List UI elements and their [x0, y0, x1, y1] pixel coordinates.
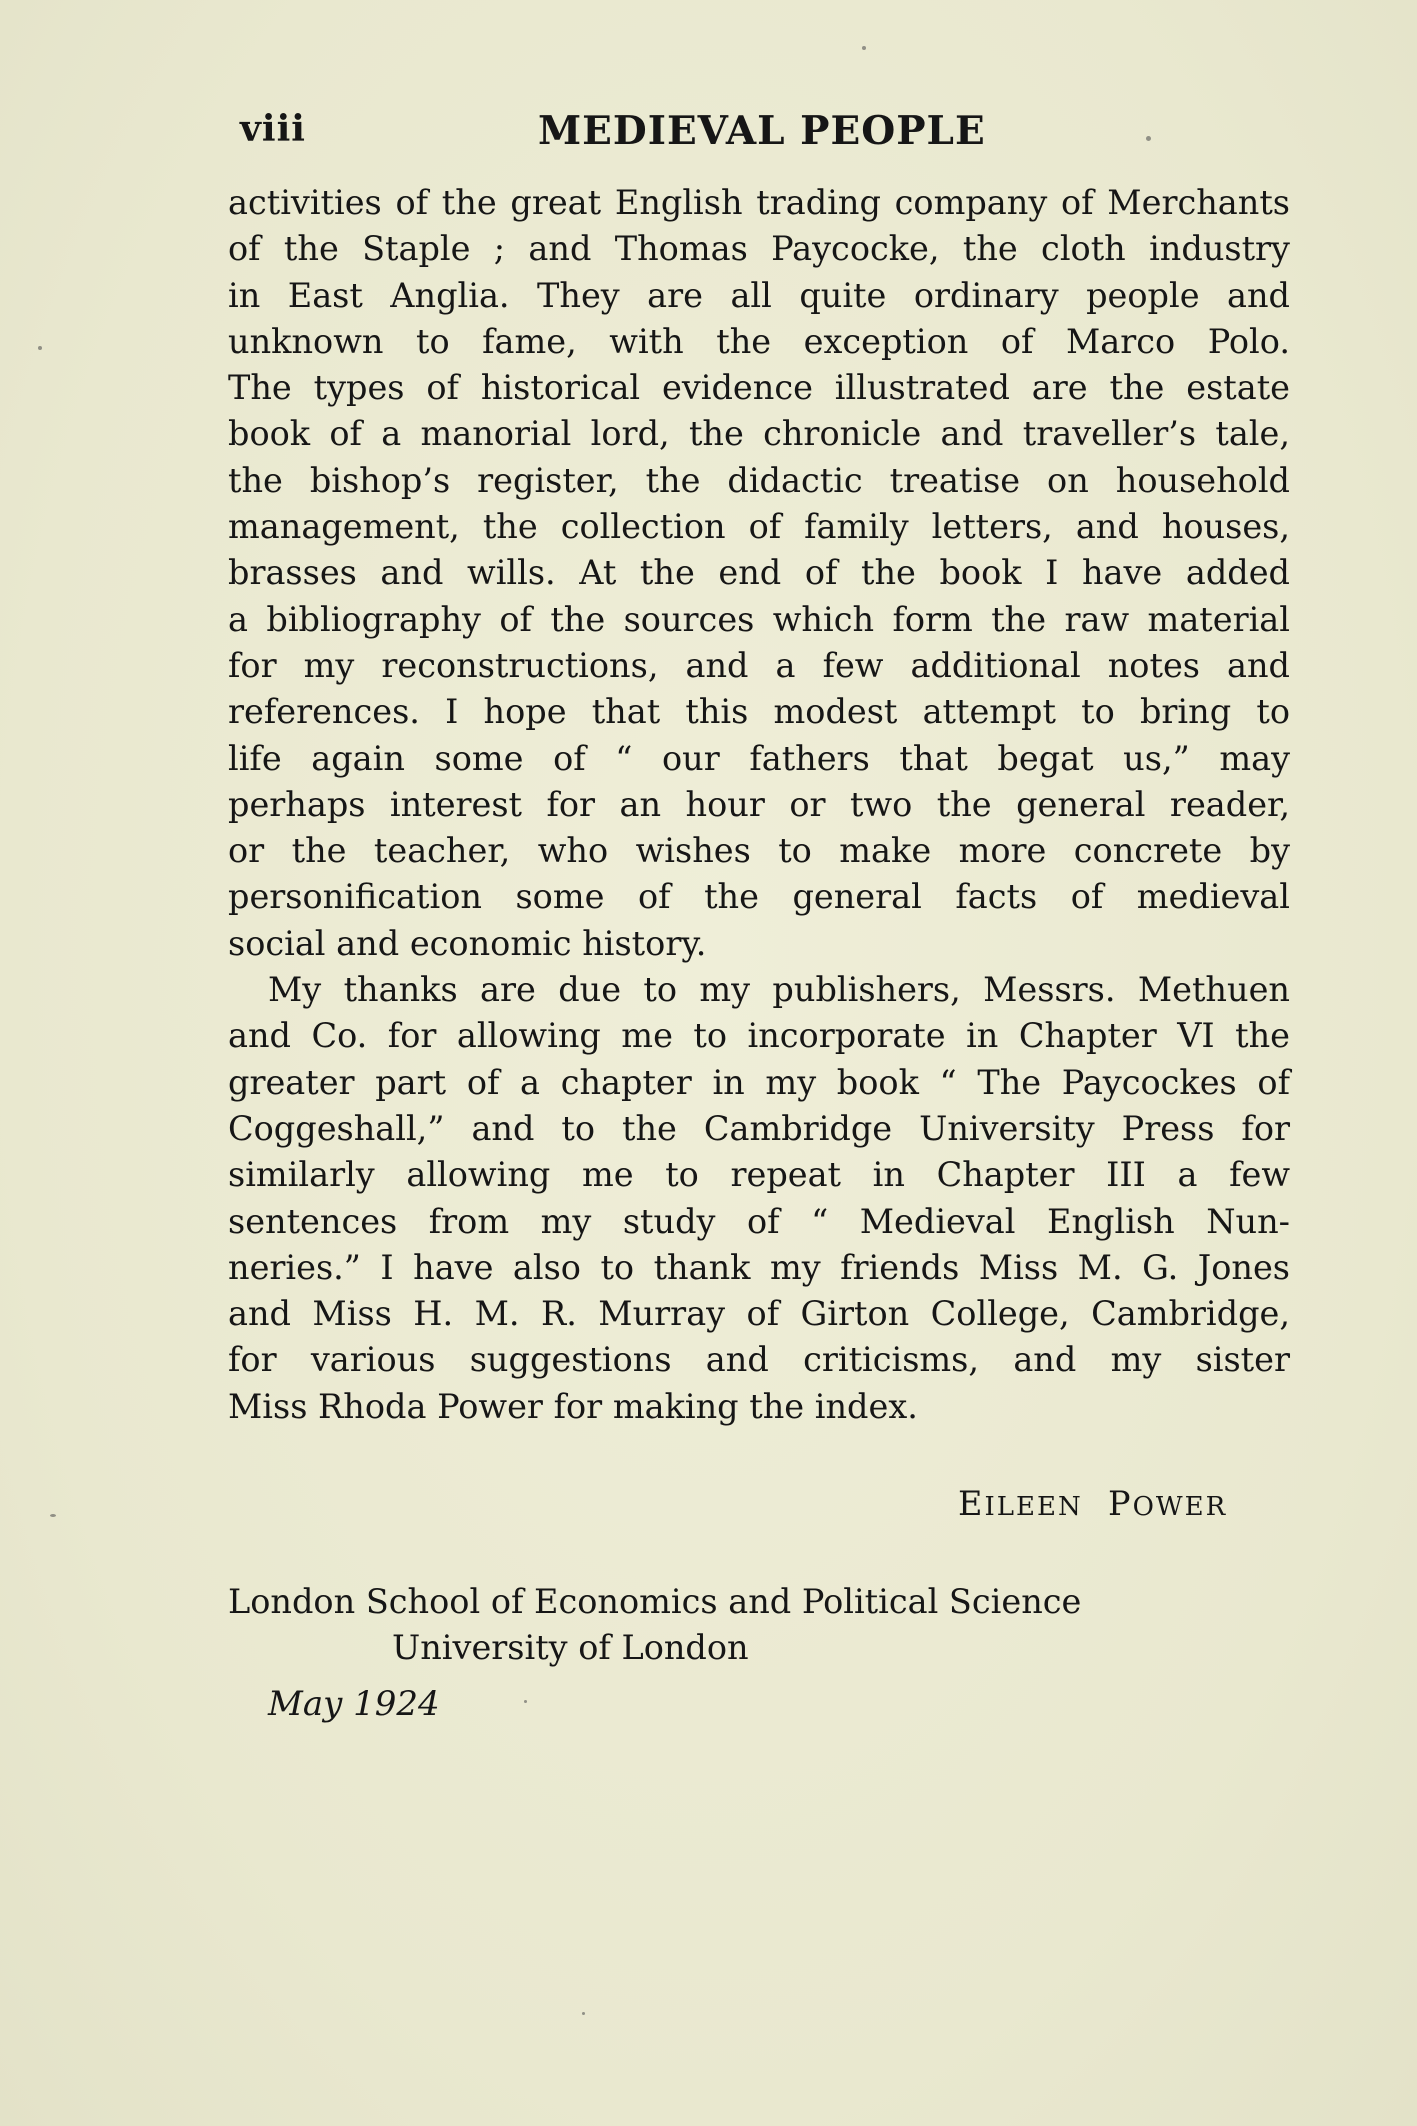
- running-head: [240, 108, 1160, 158]
- text-line: neries.” I have also to thank my friends Miss M. G. Jones: [228, 1247, 1290, 1287]
- text-line: references. I hope that this modest attempt to bring to: [228, 692, 1290, 732]
- text-line: the bishop’s register, the didactic treatise on household: [228, 460, 1290, 500]
- text-line: for my reconstructions, and a few additional notes and: [228, 645, 1290, 685]
- text-line: management, the collection of family letters, and houses,: [228, 507, 1290, 547]
- signature-small-caps: ILEEN: [984, 1492, 1083, 1522]
- text-line: for various suggestions and criticisms, and my sister: [228, 1340, 1290, 1380]
- paper-speck: [582, 2012, 585, 2015]
- page-number: viii: [240, 108, 306, 150]
- body-text: [228, 180, 1290, 1430]
- text-line: similarly allowing me to repeat in Chapter III a few: [228, 1155, 1290, 1195]
- text-line: greater part of a chapter in my book “ The Paycockes of: [228, 1062, 1290, 1102]
- paper-speck: [50, 1514, 56, 1517]
- address-line-2: University of London: [392, 1628, 749, 1667]
- text-line: a bibliography of the sources which form the raw material: [228, 599, 1290, 639]
- text-line: My thanks are due to my publishers, Messrs. Methuen: [268, 970, 1290, 1010]
- text-line: brasses and wills. At the end of the book I have added: [228, 553, 1290, 593]
- text-line: activities of the great English trading company of Merchants: [228, 183, 1290, 222]
- signature-initial: E: [958, 1484, 985, 1523]
- address-line-1: London School of Economics and Political Science: [228, 1582, 1082, 1621]
- text-line: of the Staple ; and Thomas Paycocke, the cloth industry: [228, 229, 1290, 269]
- text-line: social and economic history.: [228, 923, 707, 963]
- signature-small-caps: OWER: [1132, 1492, 1228, 1522]
- paper-speck: [38, 346, 42, 350]
- signature-initial: P: [1108, 1484, 1133, 1523]
- paragraph-1: [228, 180, 1290, 967]
- paragraph-2: [228, 967, 1290, 1430]
- running-title: MEDIEVAL PEOPLE: [538, 108, 986, 154]
- text-line: and Co. for allowing me to incorporate in Chapter VI the: [228, 1016, 1290, 1056]
- text-line: personification some of the general facts of medieval: [228, 877, 1290, 917]
- text-line: life again some of “ our fathers that begat us,” may: [228, 738, 1290, 778]
- text-line: The types of historical evidence illustrated are the estate: [228, 368, 1290, 408]
- paper-speck: [524, 1700, 527, 1703]
- text-line: sentences from my study of “ Medieval English Nun-: [228, 1201, 1290, 1241]
- paper-speck: [1146, 136, 1151, 141]
- text-line: in East Anglia. They are all quite ordinary people and: [228, 275, 1290, 315]
- paper-speck: [862, 46, 866, 50]
- text-line: book of a manorial lord, the chronicle and traveller’s tale,: [228, 414, 1290, 454]
- text-line: or the teacher, who wishes to make more concrete by: [228, 831, 1290, 871]
- author-signature: [958, 1484, 1227, 1523]
- text-line: Miss Rhoda Power for making the index.: [228, 1386, 918, 1426]
- text-line: and Miss H. M. R. Murray of Girton College, Cambridge,: [228, 1294, 1290, 1334]
- text-line: Coggeshall,” and to the Cambridge University Press for: [228, 1108, 1290, 1148]
- text-line: unknown to fame, with the exception of Marco Polo.: [228, 321, 1290, 361]
- text-line: perhaps interest for an hour or two the general reader,: [228, 784, 1290, 824]
- date: May 1924: [268, 1684, 440, 1724]
